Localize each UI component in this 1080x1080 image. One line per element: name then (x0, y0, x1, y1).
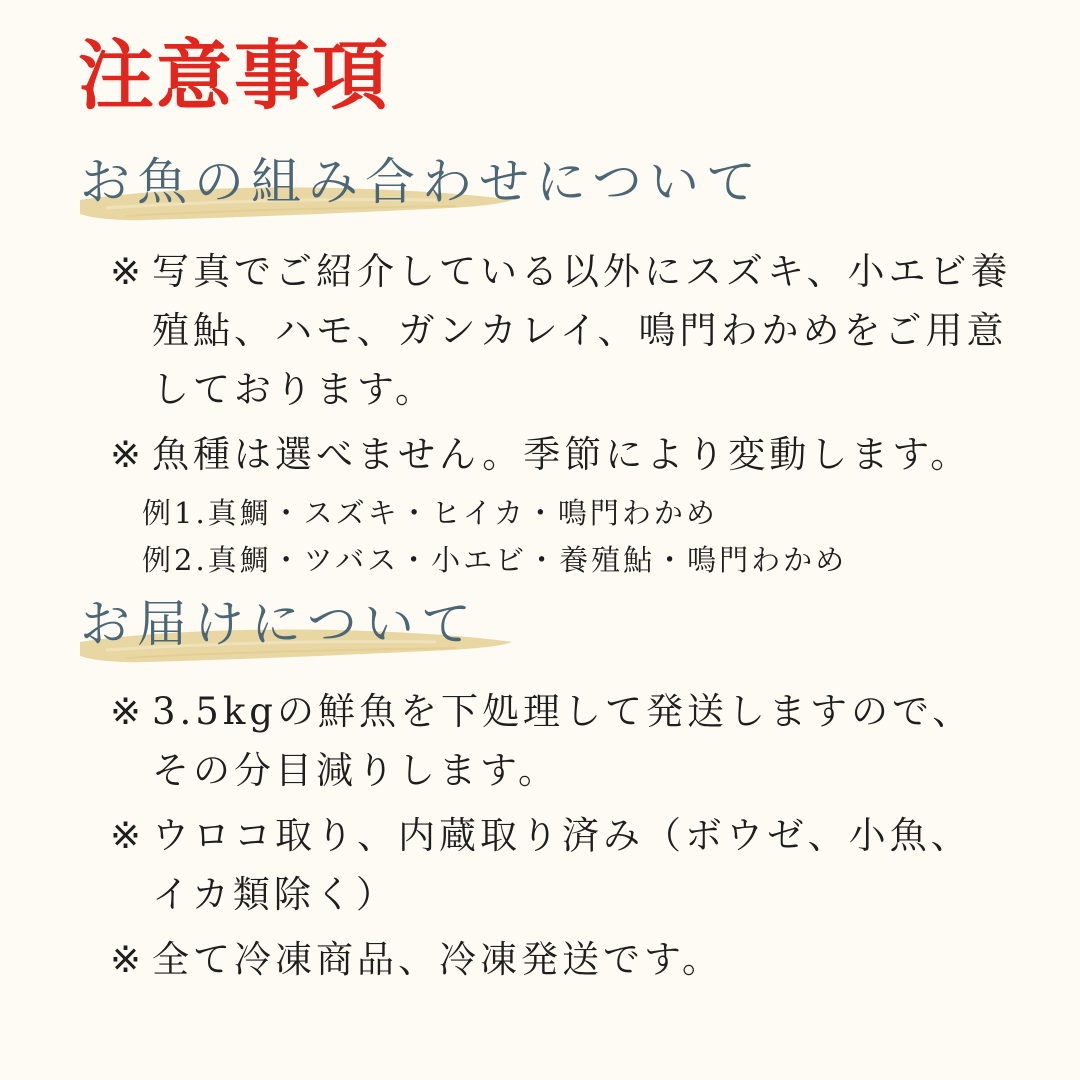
section-heading: お届けについて (80, 595, 478, 653)
note-mark: ※ (110, 433, 146, 476)
note-text: 全て冷凍商品、冷凍発送です。 (152, 938, 724, 981)
section-heading-block (0, 592, 1080, 672)
note-list (0, 242, 1080, 484)
note-text: 3.5kgの鮮魚を下処理して発送しますので、その分目減りします。 (152, 690, 974, 792)
page-title: 注意事項 (78, 31, 390, 120)
note-mark: ※ (110, 690, 146, 733)
note-mark: ※ (110, 814, 146, 857)
note-text: 魚種は選べません。季節により変動します。 (152, 433, 972, 476)
note-mark: ※ (110, 250, 146, 293)
note-item (0, 930, 1012, 989)
note-item (0, 242, 1012, 419)
section-heading: お魚の組み合わせについて (80, 153, 763, 211)
section-delivery (0, 592, 1080, 995)
note-item (0, 682, 1012, 800)
note-item (0, 806, 1012, 924)
example-line-2: 例2.真鯛・ツバス・小エビ・養殖鮎・鳴門わかめ (142, 543, 848, 577)
section-heading-block (0, 150, 1080, 230)
section-fish-combination (0, 150, 1080, 584)
note-list (0, 682, 1080, 989)
note-mark: ※ (110, 938, 146, 981)
note-text: 写真でご紹介している以外にスズキ、小エビ養殖鮎、ハモ、ガンカレイ、鳴門わかめをご用意しております。 (152, 250, 1012, 411)
note-item (0, 425, 1012, 484)
note-text: ウロコ取り、内蔵取り済み（ボウゼ、小魚、イカ類除く） (152, 814, 972, 916)
example-line-1: 例1.真鯛・スズキ・ヒイカ・鳴門わかめ (142, 496, 718, 530)
